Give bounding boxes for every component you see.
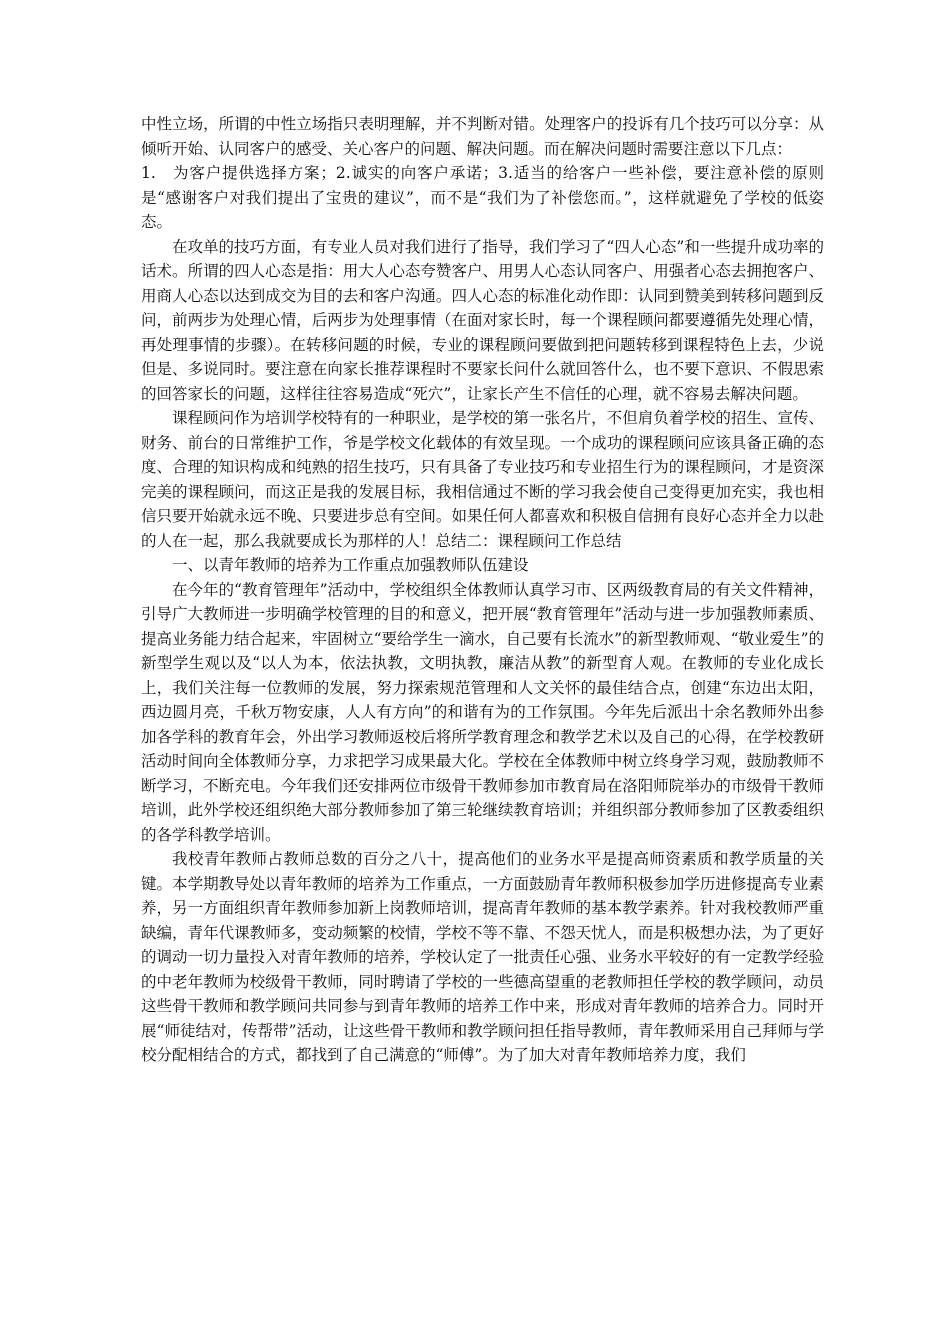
paragraph-complaint-points: 1. 为客户提供选择方案；2.诚实的向客户承诺；3.适当的给客户一些补偿，要注意补偿的原则是“感谢客户对我们提出了宝贵的建议”，而不是“我们为了补偿您而。”，这样就避免了学校的低姿态。 [141,164,824,231]
paragraph-young-teacher-training: 我校青年教师占教师总数的百分之八十，提高他们的业务水平是提高师资素质和教学质量的关键。本学期教导处以青年教师的培养为工作重点，一方面鼓励青年教师积极参加学历进修提高专业素养，另一方面组织青年教师参加新上岗教师培训，提高青年教师的基本教学素养。针对我校教师严重缺编，青年代课教师多，变动频繁的校情，学校不等不靠、不怨天忧人，而是积极想办法，为了更好的调动一切力量投入对青年教师的培养，学校认定了一批责任心强、业务水平较好的有一定教学经验的中老年教师为校级骨干教师，同时聘请了学校的一些德高望重的老教师担任学校的教学顾问，动员这些骨干教师和教学顾问共同参与到青年教师的培养工作中来，形成对青年教师的培养合力。同时开展“师徒结对，传帮带”活动，让这些骨干教师和教学顾问担任指导教师，青年教师采用自己拜师与学校分配相结合的方式，都找到了自己满意的“师傅”。为了加大对青年教师培养力度，我们 [141,850,824,1064]
section-heading-young-teachers: 一、以青年教师的培养为工作重点加强教师队伍建设 [172,556,529,574]
document-page [141,112,824,1068]
paragraph-closing-skills: 在攻单的技巧方面，有专业人员对我们进行了指导，我们学习了“四人心态”和一些提升成功率的话术。所谓的四人心态是指：用大人心态夸赞客户、用男人心态认同客户、用强者心态去拥抱客户、用商人心态以达到成交为目的去和客户沟通。四人心态的标准化动作即：认同到赞美到转移问题到反问，前两步为处理心情，后两步为处理事情（在面对家长时，每一个课程顾问都要遵循先处理心情，再处理事情的步骤）。在转移问题的时候，专业的课程顾问要做到把问题转移到课程特色上去，少说但是、多说同时。要注意在向家长推荐课程时不要家长问什么就回答什么，也不要下意识、不假思索的回答家长的问题，这样往往容易造成“死穴”，让家长产生不信任的心理，就不容易去解决问题。 [141,237,824,403]
paragraph-course-consultant: 课程顾问作为培训学校特有的一种职业，是学校的第一张名片，不但肩负着学校的招生、宣传、财务、前台的日常维护工作，爷是学校文化载体的有效呈现。一个成功的课程顾问应该具备正确的态度、合理的知识构成和纯熟的招生技巧，只有具备了专业技巧和专业招生行为的课程顾问，才是资深完美的课程顾问，而这正是我的发展目标，我相信通过不断的学习我会使自己变得更加充实，我也相信只要开始就永远不晚、只要进步总有空间。如果任何人都喜欢和积极自信拥有良好心态并全力以赴的人在一起，那么我就要成长为那样的人！总结二：课程顾问工作总结 [141,409,824,550]
paragraph-complaint-intro: 中性立场，所谓的中性立场指只表明理解，并不判断对错。处理客户的投诉有几个技巧可以分享：从倾听开始、认同客户的感受、关心客户的问题、解决问题。而在解决问题时需要注意以下几点： [141,115,824,158]
paragraph-education-management-year: 在今年的“教育管理年”活动中，学校组织全体教师认真学习市、区两级教育局的有关文件精神，引导广大教师进一步明确学校管理的目的和意义，把开展“教育管理年”活动与进一步加强教师素质、提高业务能力结合起来，牢固树立“要给学生一滴水，自己要有长流水”的新型教师观、“敬业爱生”的新型学生观以及“以人为本，依法执教，文明执教，廉洁从教”的新型育人观。在教师的专业化成长上，我们关注每一位教师的发展，努力探索规范管理和人文关怀的最佳结合点，创建“东边出太阳，西边圆月亮，千秋万物安康，人人有方向”的和谐有为的工作氛围。今年先后派出十余名教师外出参加各学科的教育年会，外出学习教师返校后将所学教育理念和教学艺术以及自己的心得，在学校教研活动时间向全体教师分享，力求把学习成果最大化。学校在全体教师中树立终身学习观，鼓励教师不断学习，不断充电。今年我们还安排两位市级骨干教师参加市教育局在洛阳师院举办的市级骨干教师培训，此外学校还组织绝大部分教师参加了第三轮继续教育培训；并组织部分教师参加了区教委组织的各学科教学培训。 [141,580,824,844]
